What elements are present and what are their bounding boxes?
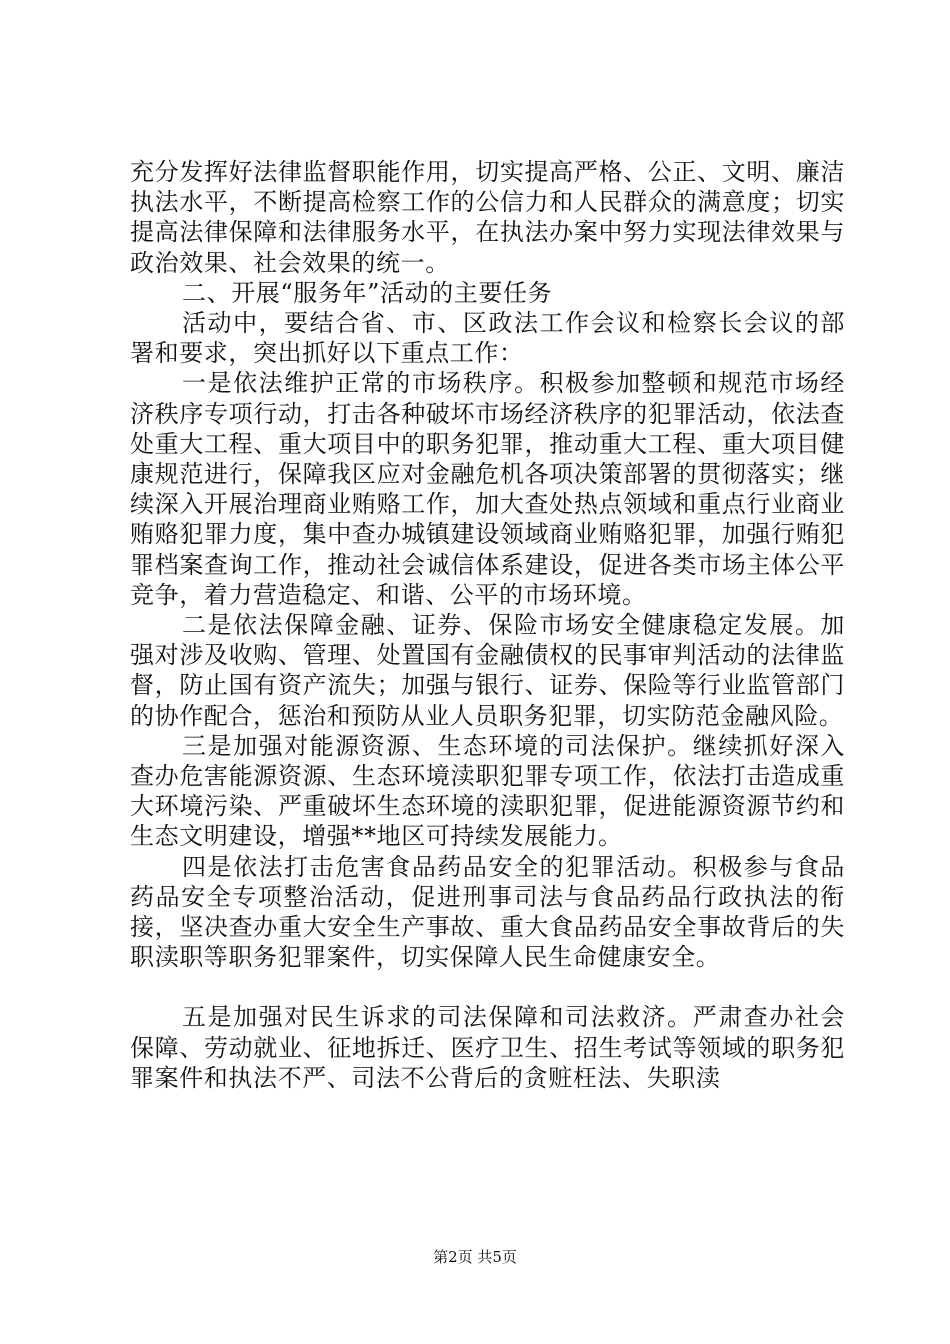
paragraph-item-1: 一是依法维护正常的市场秩序。积极参加整顿和规范市场经济秩序专项行动，打击各种破坏市场经济秩序的犯罪活动，依法查处重大工程、重大项目中的职务犯罪，推动重大工程、重大项目健康规范进行，保障我区应对金融危机各项决策部署的贯彻落实；继续深入开展治理商业贿赂工作，加大查处热点领域和重点行业商业贿赂犯罪力度，集中查办城镇建设领域商业贿赂犯罪，加强行贿犯罪档案查询工作，推动社会诚信体系建设，促进各类市场主体公平竞争，着力营造稳定、和谐、公平的市场环境。 xyxy=(130,369,845,609)
paragraph-item-2: 二是依法保障金融、证券、保险市场安全健康稳定发展。加强对涉及收购、管理、处置国有金融债权的民事审判活动的法律监督，防止国有资产流失；加强与银行、证券、保险等行业监管部门的协作配合，惩治和预防从业人员职务犯罪，切实防范金融风险。 xyxy=(130,611,845,730)
paragraph-item-3: 三是加强对能源资源、生态环境的司法保护。继续抓好深入查办危害能源资源、生态环境渎职犯罪专项工作，依法打击造成重大环境污染、严重破坏生态环境的渎职犯罪，促进能源资源节约和生态文明建设，增强**地区可持续发展能力。 xyxy=(130,731,845,851)
paragraph-intro: 活动中，要结合省、市、区政法工作会议和检察长会议的部署和要求，突出抓好以下重点工作： xyxy=(130,309,845,368)
section-heading: 二、开展“服务年”活动的主要任务 xyxy=(182,278,553,307)
document-body xyxy=(130,157,845,1093)
paragraph-item-4: 四是依法打击危害食品药品安全的犯罪活动。积极参与食品药品安全专项整治活动，促进刑事司法与食品药品行政执法的衔接，坚决查办重大安全生产事故、重大食品药品安全事故背后的失职渎职等职务犯罪案件，切实保障人民生命健康安全。 xyxy=(130,852,845,972)
page-footer: 第2页 共5页 xyxy=(433,1248,517,1266)
paragraph-continuation: 充分发挥好法律监督职能作用，切实提高严格、公正、文明、廉洁执法水平，不断提高检察工作的公信力和人民群众的满意度；切实提高法律保障和法律服务水平，在执法办案中努力实现法律效果与政治效果、社会效果的统一。 xyxy=(130,158,845,277)
paragraph-item-5: 五是加强对民生诉求的司法保障和司法救济。严肃查办社会保障、劳动就业、征地拆迁、医疗卫生、招生考试等领域的职务犯罪案件和执法不严、司法不公背后的贪赃枉法、失职渎 xyxy=(130,1003,845,1092)
